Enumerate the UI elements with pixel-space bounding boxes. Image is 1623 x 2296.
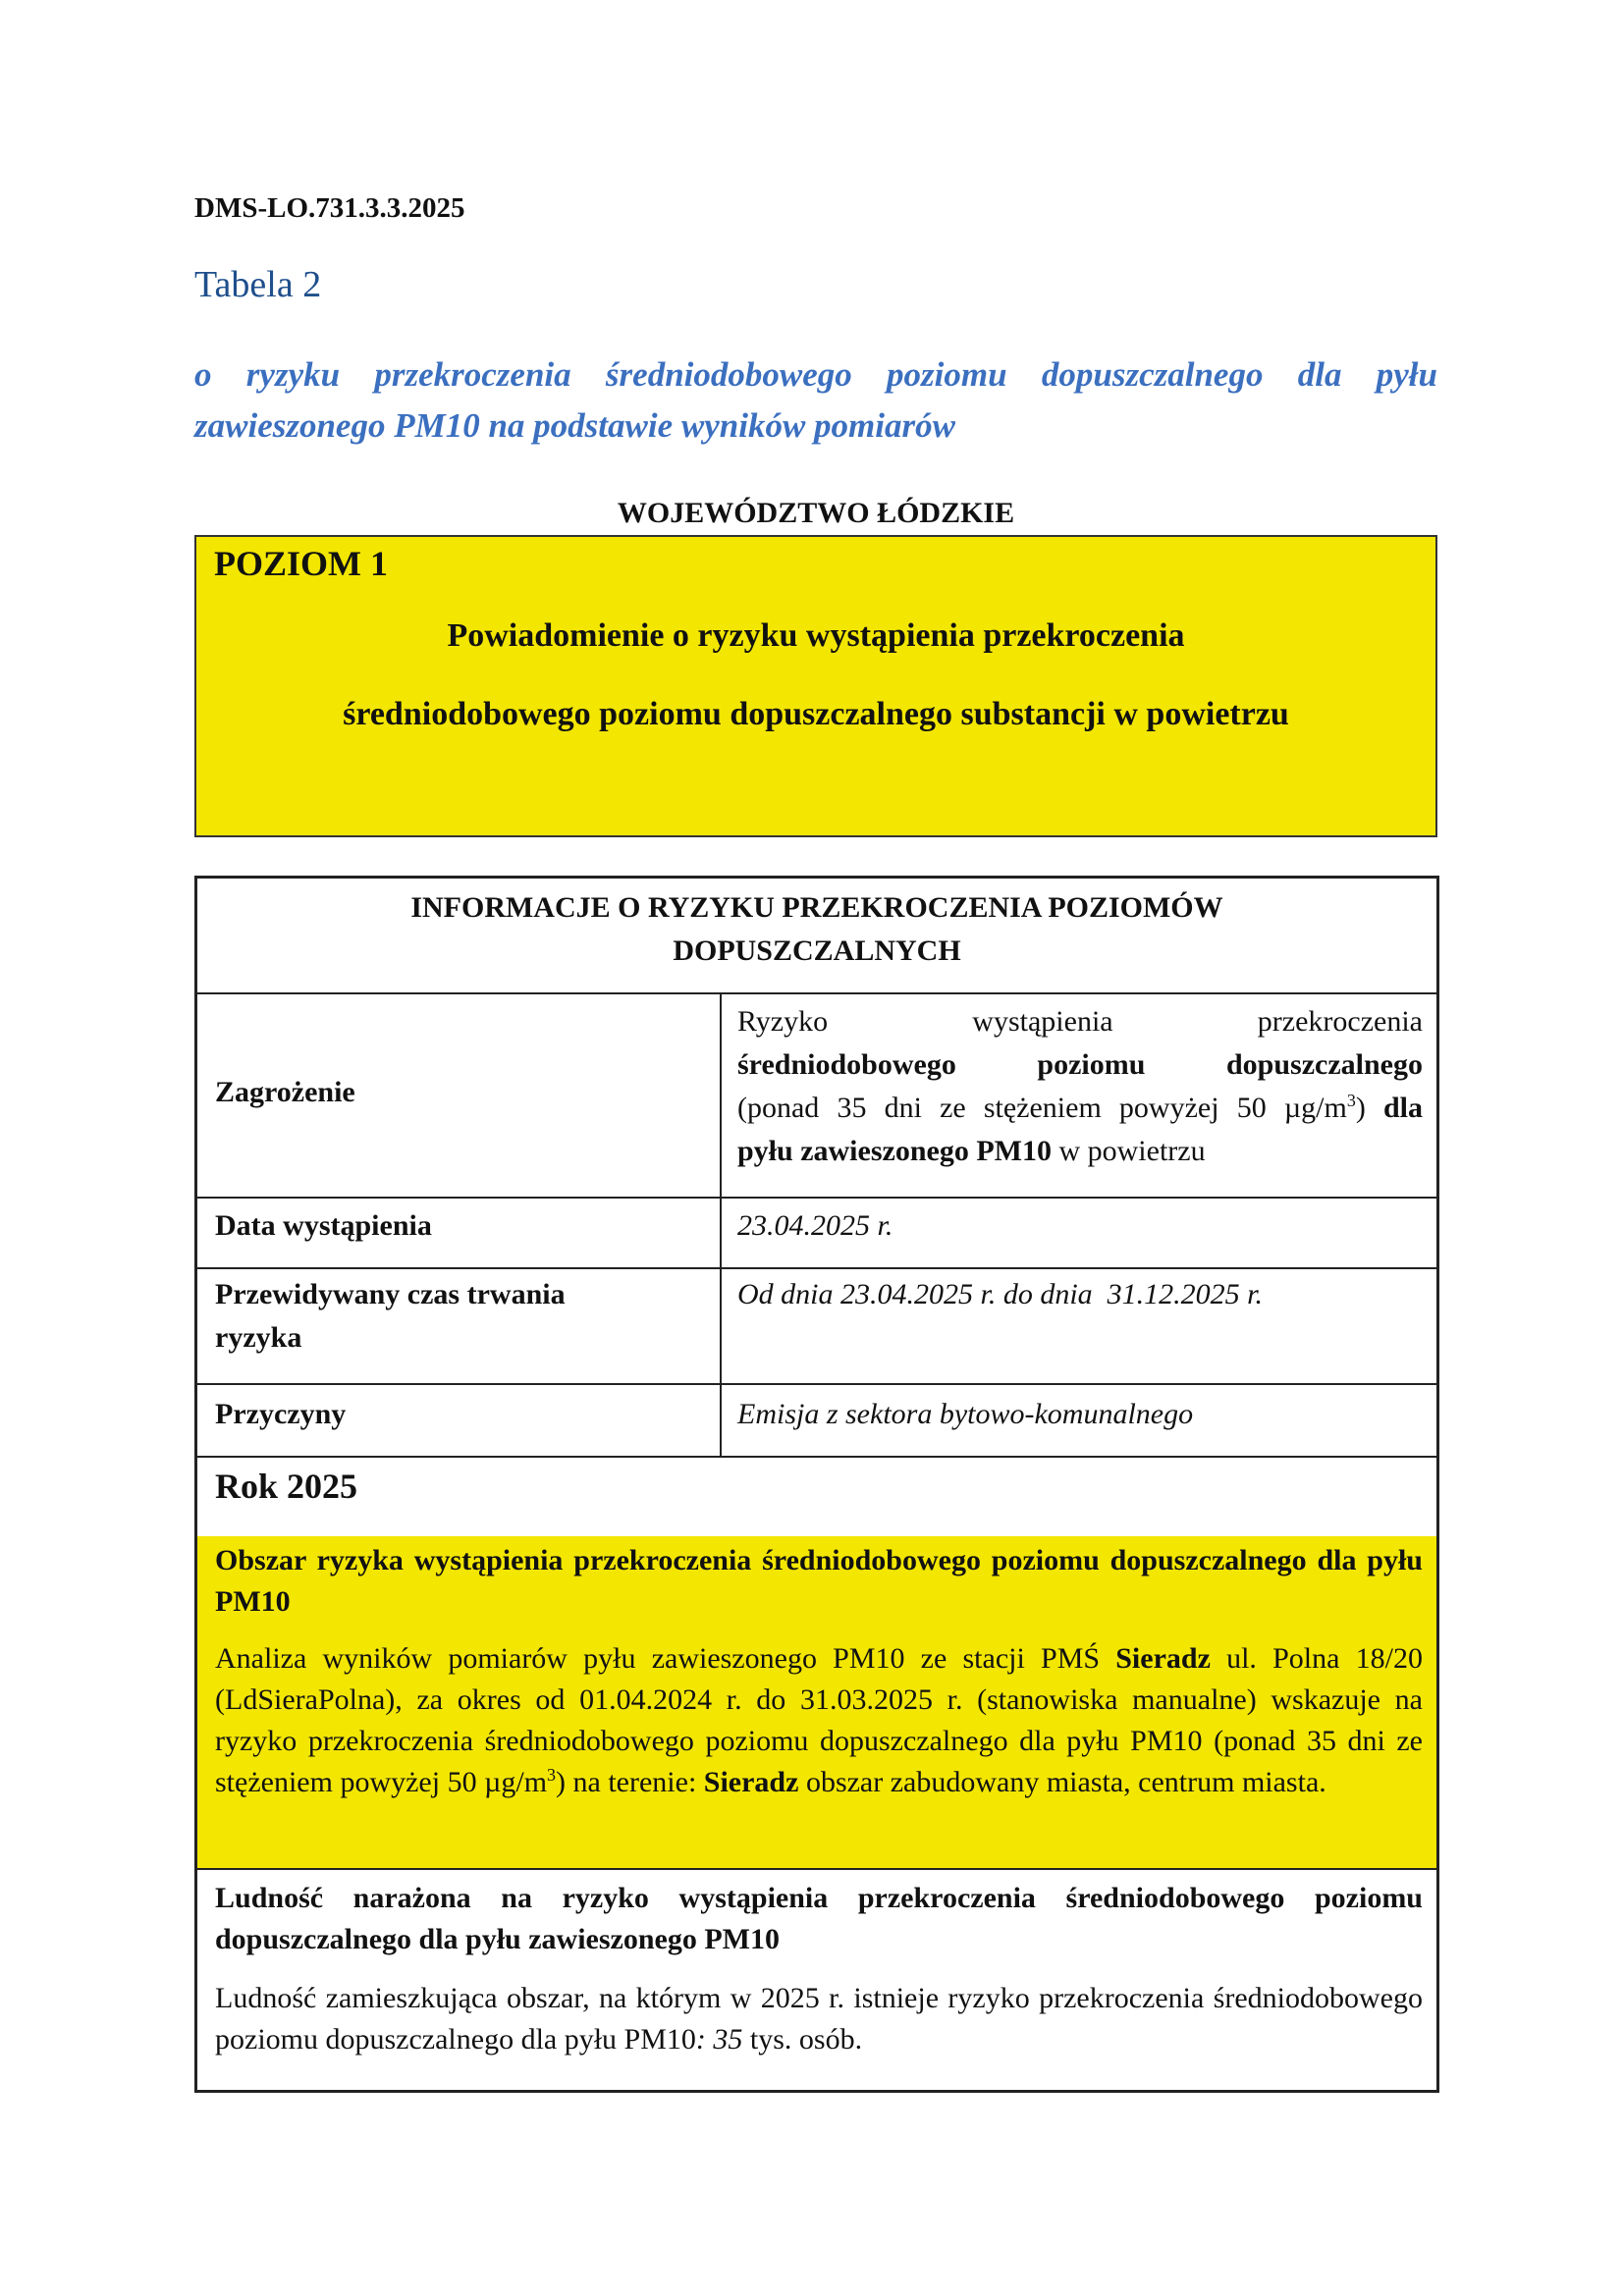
row-przyczyny	[197, 1383, 1436, 1458]
value-przyczyny: Emisja z sektora bytowo-komunalnego	[737, 1398, 1194, 1430]
zagrozenie-line1: Ryzyko wystąpienia przekroczenia	[737, 1005, 1423, 1038]
zagrozenie-pm10: pyłu zawieszonego PM10	[737, 1135, 1052, 1167]
row-zagrozenie-value-cell	[722, 994, 1436, 1197]
poziom-text-line2: średniodobowego poziomu dopuszczalnego substancji w powietrzu	[343, 696, 1289, 732]
obszar-body	[215, 1638, 1423, 1803]
document-subtitle: o ryzyku przekroczenia średniodobowego poziomu dopuszczalnego dla pyłu zawieszonego PM10 na podstawie wyników pomiarów	[194, 355, 1437, 445]
row-czas	[197, 1267, 1436, 1385]
obszar-station: Sieradz	[1115, 1642, 1211, 1675]
row-przyczyny-value-cell	[722, 1383, 1436, 1456]
info-header	[197, 879, 1436, 994]
label-przyczyny: Przyczyny	[215, 1398, 347, 1430]
row-czas-value-cell	[722, 1267, 1436, 1383]
obszar-city: Sieradz	[703, 1766, 799, 1798]
rok-heading: Rok 2025	[215, 1467, 358, 1506]
label-data: Data wystąpienia	[215, 1209, 432, 1242]
ludnosc-title: Ludność narażona na ryzyko wystąpienia przekroczenia średniodobowego poziomu dopuszczalnego dla pyłu zawieszonego PM10	[215, 1882, 1423, 1955]
label-zagrozenie: Zagrożenie	[215, 1076, 355, 1108]
ludnosc-body	[215, 1978, 1423, 2060]
value-data: 23.04.2025 r.	[737, 1209, 893, 1242]
info-table	[194, 876, 1439, 2093]
row-data-value-cell	[722, 1197, 1436, 1267]
table-label: Tabela 2	[194, 264, 322, 305]
zagrozenie-line3-paren: )	[1355, 1092, 1366, 1124]
zagrozenie-line3	[737, 1087, 1423, 1130]
poziom-label: POZIOM 1	[214, 544, 388, 583]
region-title: WOJEWÓDZTWO ŁÓDZKIE	[617, 497, 1015, 529]
label-czas-line2: ryzyka	[215, 1321, 302, 1354]
obszar-text-3: ) na terenie:	[556, 1766, 704, 1798]
row-zagrozenie	[197, 994, 1436, 1199]
info-header-line1: INFORMACJE O RYZYKU PRZEKROCZENIA POZIOMÓW	[410, 891, 1223, 924]
zagrozenie-line2: średniodobowego poziomu dopuszczalnego	[737, 1048, 1423, 1081]
zagrozenie-line4	[737, 1130, 1423, 1173]
zagrozenie-w-powietrzu: w powietrzu	[1051, 1135, 1206, 1167]
zagrozenie-line3-dla: dla	[1365, 1092, 1423, 1124]
value-czas: Od dnia 23.04.2025 r. do dnia 31.12.2025 r.	[737, 1278, 1264, 1310]
obszar-text-4: obszar zabudowany miasta, centrum miasta.	[798, 1766, 1326, 1798]
row-zagrozenie-label-cell	[197, 994, 722, 1197]
zagrozenie-line3-text: (ponad 35 dni ze stężeniem powyżej 50 µg/m	[737, 1092, 1347, 1124]
obszar-section	[197, 1536, 1436, 1868]
obszar-text-2: ul. Polna 18/20 (LdSieraPolna), za okres od 01.04.2024 r. do 31.03.2025 r. (stanowiska manualne) wskazuje na ryzyko przekroczenia średniodobowego poziomu dopuszczalnego dla pyłu PM10 (ponad 35 dni ze stężeniem powyżej 50 µg/m	[215, 1642, 1423, 1798]
obszar-title: Obszar ryzyka wystąpienia przekroczenia średniodobowego poziomu dopuszczalnego dla pyłu PM10	[215, 1544, 1423, 1618]
zagrozenie-sup: 3	[1346, 1091, 1356, 1110]
row-przyczyny-label-cell	[197, 1383, 722, 1456]
poziom-box	[194, 535, 1437, 837]
document-reference: DMS-LO.731.3.3.2025	[194, 192, 465, 224]
label-czas	[215, 1273, 566, 1360]
row-czas-label-cell	[197, 1267, 722, 1383]
row-data	[197, 1197, 1436, 1269]
obszar-text-1: Analiza wyników pomiarów pyłu zawieszonego PM10 ze stacji PMŚ	[215, 1642, 1116, 1675]
ludnosc-text-3: tys. osób.	[742, 2023, 863, 2056]
ludnosc-count: : 35	[695, 2023, 743, 2056]
poziom-text-line1: Powiadomienie o ryzyku wystąpienia przekroczenia	[447, 617, 1185, 654]
value-zagrozenie	[737, 1000, 1423, 1173]
info-header-line2: DOPUSZCZALNYCH	[673, 934, 961, 967]
ludnosc-text-1: Ludność zamieszkująca obszar, na którym w 2025 r. istnieje ryzyko przekroczenia średniodobowego poziomu dopuszczalnego dla pyłu PM10	[215, 1982, 1423, 2056]
row-data-label-cell	[197, 1197, 722, 1267]
section-divider	[197, 1868, 1436, 1870]
label-czas-line1: Przewidywany czas trwania	[215, 1278, 566, 1310]
obszar-sup: 3	[547, 1765, 557, 1785]
